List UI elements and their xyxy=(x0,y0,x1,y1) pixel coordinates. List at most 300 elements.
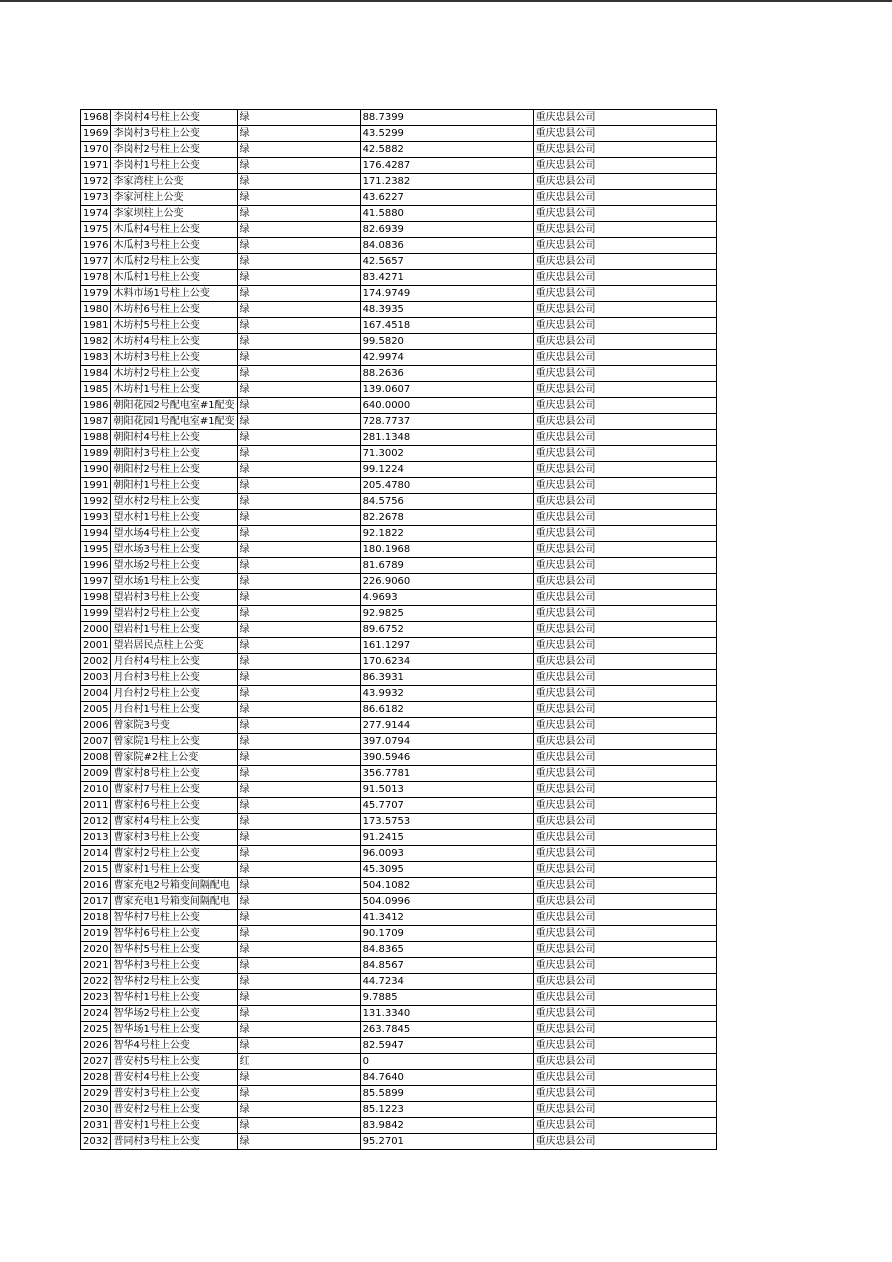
row-number-cell: 1969 xyxy=(81,126,111,142)
row-number-cell: 2021 xyxy=(81,958,111,974)
value-cell: 170.6234 xyxy=(360,654,533,670)
value-cell: 92.1822 xyxy=(360,526,533,542)
station-name-cell: 望水场3号柱上公变 xyxy=(111,542,237,558)
value-cell: 397.0794 xyxy=(360,734,533,750)
row-number-cell: 1975 xyxy=(81,222,111,238)
company-cell: 重庆忠县公司 xyxy=(533,910,716,926)
company-cell: 重庆忠县公司 xyxy=(533,1070,716,1086)
table-row xyxy=(81,1086,717,1102)
value-cell: 356.7781 xyxy=(360,766,533,782)
table-row xyxy=(81,830,717,846)
value-cell: 96.0093 xyxy=(360,846,533,862)
row-number-cell: 1996 xyxy=(81,558,111,574)
row-number-cell: 2006 xyxy=(81,718,111,734)
station-name-cell: 曹家充电1号箱变间隔配电 xyxy=(111,894,237,910)
company-cell: 重庆忠县公司 xyxy=(533,846,716,862)
status-cell: 绿 xyxy=(237,798,360,814)
table-row xyxy=(81,558,717,574)
row-number-cell: 1972 xyxy=(81,174,111,190)
status-cell: 绿 xyxy=(237,990,360,1006)
value-cell: 82.2678 xyxy=(360,510,533,526)
value-cell: 171.2382 xyxy=(360,174,533,190)
station-name-cell: 智华4号柱上公变 xyxy=(111,1038,237,1054)
station-name-cell: 普安村1号柱上公变 xyxy=(111,1118,237,1134)
company-cell: 重庆忠县公司 xyxy=(533,1006,716,1022)
status-cell: 绿 xyxy=(237,302,360,318)
station-name-cell: 曾家院3号变 xyxy=(111,718,237,734)
row-number-cell: 1968 xyxy=(81,110,111,126)
table-row xyxy=(81,158,717,174)
company-cell: 重庆忠县公司 xyxy=(533,526,716,542)
company-cell: 重庆忠县公司 xyxy=(533,158,716,174)
station-name-cell: 月台村4号柱上公变 xyxy=(111,654,237,670)
station-name-cell: 李岗村4号柱上公变 xyxy=(111,110,237,126)
status-cell: 绿 xyxy=(237,782,360,798)
company-cell: 重庆忠县公司 xyxy=(533,1022,716,1038)
table-row xyxy=(81,222,717,238)
value-cell: 84.8567 xyxy=(360,958,533,974)
status-cell: 绿 xyxy=(237,174,360,190)
company-cell: 重庆忠县公司 xyxy=(533,702,716,718)
table-row xyxy=(81,622,717,638)
station-name-cell: 朝阳花园1号配电室#1配变 xyxy=(111,414,237,430)
status-cell: 绿 xyxy=(237,830,360,846)
row-number-cell: 2032 xyxy=(81,1134,111,1150)
table-row xyxy=(81,1054,717,1070)
station-name-cell: 李岗村2号柱上公变 xyxy=(111,142,237,158)
company-cell: 重庆忠县公司 xyxy=(533,414,716,430)
company-cell: 重庆忠县公司 xyxy=(533,862,716,878)
value-cell: 85.1223 xyxy=(360,1102,533,1118)
status-cell: 绿 xyxy=(237,126,360,142)
value-cell: 43.9932 xyxy=(360,686,533,702)
company-cell: 重庆忠县公司 xyxy=(533,1102,716,1118)
company-cell: 重庆忠县公司 xyxy=(533,190,716,206)
value-cell: 504.1082 xyxy=(360,878,533,894)
value-cell: 42.5882 xyxy=(360,142,533,158)
company-cell: 重庆忠县公司 xyxy=(533,542,716,558)
status-cell: 绿 xyxy=(237,958,360,974)
company-cell: 重庆忠县公司 xyxy=(533,446,716,462)
station-name-cell: 望岩村2号柱上公变 xyxy=(111,606,237,622)
station-name-cell: 望岩村1号柱上公变 xyxy=(111,622,237,638)
table-row xyxy=(81,718,717,734)
table-row xyxy=(81,702,717,718)
value-cell: 640.0000 xyxy=(360,398,533,414)
row-number-cell: 2030 xyxy=(81,1102,111,1118)
company-cell: 重庆忠县公司 xyxy=(533,398,716,414)
value-cell: 88.2636 xyxy=(360,366,533,382)
station-name-cell: 木瓜村2号柱上公变 xyxy=(111,254,237,270)
value-cell: 42.9974 xyxy=(360,350,533,366)
station-name-cell: 月台村2号柱上公变 xyxy=(111,686,237,702)
company-cell: 重庆忠县公司 xyxy=(533,1038,716,1054)
table-row xyxy=(81,782,717,798)
station-name-cell: 普安村4号柱上公变 xyxy=(111,1070,237,1086)
table-row xyxy=(81,286,717,302)
table-row xyxy=(81,334,717,350)
table-row xyxy=(81,670,717,686)
station-name-cell: 曹家村6号柱上公变 xyxy=(111,798,237,814)
value-cell: 176.4287 xyxy=(360,158,533,174)
status-cell: 绿 xyxy=(237,158,360,174)
company-cell: 重庆忠县公司 xyxy=(533,222,716,238)
company-cell: 重庆忠县公司 xyxy=(533,206,716,222)
company-cell: 重庆忠县公司 xyxy=(533,718,716,734)
company-cell: 重庆忠县公司 xyxy=(533,606,716,622)
company-cell: 重庆忠县公司 xyxy=(533,574,716,590)
station-name-cell: 木瓜村3号柱上公变 xyxy=(111,238,237,254)
row-number-cell: 1989 xyxy=(81,446,111,462)
company-cell: 重庆忠县公司 xyxy=(533,958,716,974)
station-name-cell: 李岗村3号柱上公变 xyxy=(111,126,237,142)
company-cell: 重庆忠县公司 xyxy=(533,142,716,158)
row-number-cell: 1979 xyxy=(81,286,111,302)
station-name-cell: 朝阳村4号柱上公变 xyxy=(111,430,237,446)
station-name-cell: 智华场2号柱上公变 xyxy=(111,1006,237,1022)
station-name-cell: 曹家村1号柱上公变 xyxy=(111,862,237,878)
table-row xyxy=(81,798,717,814)
company-cell: 重庆忠县公司 xyxy=(533,318,716,334)
company-cell: 重庆忠县公司 xyxy=(533,350,716,366)
row-number-cell: 1977 xyxy=(81,254,111,270)
company-cell: 重庆忠县公司 xyxy=(533,926,716,942)
station-name-cell: 木坊村4号柱上公变 xyxy=(111,334,237,350)
table-row xyxy=(81,814,717,830)
station-name-cell: 普同村3号柱上公变 xyxy=(111,1134,237,1150)
value-cell: 99.1224 xyxy=(360,462,533,478)
table-row xyxy=(81,926,717,942)
company-cell: 重庆忠县公司 xyxy=(533,622,716,638)
table-row xyxy=(81,942,717,958)
station-name-cell: 智华村7号柱上公变 xyxy=(111,910,237,926)
station-name-cell: 木瓜村4号柱上公变 xyxy=(111,222,237,238)
company-cell: 重庆忠县公司 xyxy=(533,478,716,494)
station-name-cell: 普安村5号柱上公变 xyxy=(111,1054,237,1070)
table-row xyxy=(81,1070,717,1086)
company-cell: 重庆忠县公司 xyxy=(533,462,716,478)
company-cell: 重庆忠县公司 xyxy=(533,110,716,126)
value-cell: 82.6939 xyxy=(360,222,533,238)
station-name-cell: 李家湾柱上公变 xyxy=(111,174,237,190)
table-row xyxy=(81,1038,717,1054)
station-name-cell: 望岩居民点柱上公变 xyxy=(111,638,237,654)
row-number-cell: 2013 xyxy=(81,830,111,846)
value-cell: 83.4271 xyxy=(360,270,533,286)
row-number-cell: 1970 xyxy=(81,142,111,158)
value-cell: 45.3095 xyxy=(360,862,533,878)
company-cell: 重庆忠县公司 xyxy=(533,654,716,670)
table-row xyxy=(81,574,717,590)
status-cell: 绿 xyxy=(237,462,360,478)
status-cell: 绿 xyxy=(237,446,360,462)
row-number-cell: 2011 xyxy=(81,798,111,814)
row-number-cell: 2005 xyxy=(81,702,111,718)
station-name-cell: 望水场1号柱上公变 xyxy=(111,574,237,590)
station-name-cell: 曾家院1号柱上公变 xyxy=(111,734,237,750)
company-cell: 重庆忠县公司 xyxy=(533,830,716,846)
value-cell: 43.5299 xyxy=(360,126,533,142)
company-cell: 重庆忠县公司 xyxy=(533,894,716,910)
value-cell: 139.0607 xyxy=(360,382,533,398)
status-cell: 绿 xyxy=(237,846,360,862)
status-cell: 绿 xyxy=(237,718,360,734)
company-cell: 重庆忠县公司 xyxy=(533,286,716,302)
value-cell: 161.1297 xyxy=(360,638,533,654)
row-number-cell: 2022 xyxy=(81,974,111,990)
status-cell: 绿 xyxy=(237,494,360,510)
value-cell: 81.6789 xyxy=(360,558,533,574)
value-cell: 89.6752 xyxy=(360,622,533,638)
company-cell: 重庆忠县公司 xyxy=(533,334,716,350)
page-top-border xyxy=(0,0,892,2)
value-cell: 504.0996 xyxy=(360,894,533,910)
value-cell: 281.1348 xyxy=(360,430,533,446)
status-cell: 绿 xyxy=(237,1022,360,1038)
data-table xyxy=(80,109,717,1150)
status-cell: 绿 xyxy=(237,1070,360,1086)
value-cell: 226.9060 xyxy=(360,574,533,590)
status-cell: 绿 xyxy=(237,942,360,958)
table-row xyxy=(81,398,717,414)
value-cell: 131.3340 xyxy=(360,1006,533,1022)
station-name-cell: 木坊村2号柱上公变 xyxy=(111,366,237,382)
value-cell: 86.3931 xyxy=(360,670,533,686)
row-number-cell: 2031 xyxy=(81,1118,111,1134)
value-cell: 0 xyxy=(360,1054,533,1070)
table-row xyxy=(81,238,717,254)
value-cell: 41.5880 xyxy=(360,206,533,222)
row-number-cell: 2001 xyxy=(81,638,111,654)
row-number-cell: 2027 xyxy=(81,1054,111,1070)
value-cell: 42.5657 xyxy=(360,254,533,270)
row-number-cell: 2016 xyxy=(81,878,111,894)
row-number-cell: 2019 xyxy=(81,926,111,942)
table-row xyxy=(81,270,717,286)
station-name-cell: 木坊村3号柱上公变 xyxy=(111,350,237,366)
status-cell: 绿 xyxy=(237,702,360,718)
station-name-cell: 朝阳村2号柱上公变 xyxy=(111,462,237,478)
station-name-cell: 曹家村8号柱上公变 xyxy=(111,766,237,782)
row-number-cell: 1991 xyxy=(81,478,111,494)
row-number-cell: 1983 xyxy=(81,350,111,366)
station-name-cell: 朝阳村1号柱上公变 xyxy=(111,478,237,494)
status-cell: 绿 xyxy=(237,526,360,542)
station-name-cell: 木坊村6号柱上公变 xyxy=(111,302,237,318)
row-number-cell: 2009 xyxy=(81,766,111,782)
station-name-cell: 曹家充电2号箱变间隔配电 xyxy=(111,878,237,894)
table-row xyxy=(81,910,717,926)
status-cell: 绿 xyxy=(237,558,360,574)
station-name-cell: 望水村1号柱上公变 xyxy=(111,510,237,526)
station-name-cell: 曹家村7号柱上公变 xyxy=(111,782,237,798)
row-number-cell: 1993 xyxy=(81,510,111,526)
company-cell: 重庆忠县公司 xyxy=(533,686,716,702)
station-name-cell: 智华场1号柱上公变 xyxy=(111,1022,237,1038)
table-row xyxy=(81,638,717,654)
station-name-cell: 木料市场1号柱上公变 xyxy=(111,286,237,302)
company-cell: 重庆忠县公司 xyxy=(533,974,716,990)
status-cell: 绿 xyxy=(237,478,360,494)
row-number-cell: 2024 xyxy=(81,1006,111,1022)
table-row xyxy=(81,846,717,862)
station-name-cell: 智华村3号柱上公变 xyxy=(111,958,237,974)
status-cell: 绿 xyxy=(237,974,360,990)
status-cell: 绿 xyxy=(237,766,360,782)
value-cell: 95.2701 xyxy=(360,1134,533,1150)
company-cell: 重庆忠县公司 xyxy=(533,798,716,814)
table-row xyxy=(81,110,717,126)
table-row xyxy=(81,190,717,206)
table-row xyxy=(81,318,717,334)
row-number-cell: 1973 xyxy=(81,190,111,206)
table-row xyxy=(81,606,717,622)
status-cell: 绿 xyxy=(237,670,360,686)
company-cell: 重庆忠县公司 xyxy=(533,1054,716,1070)
status-cell: 绿 xyxy=(237,334,360,350)
row-number-cell: 2018 xyxy=(81,910,111,926)
row-number-cell: 1982 xyxy=(81,334,111,350)
value-cell: 263.7845 xyxy=(360,1022,533,1038)
row-number-cell: 1992 xyxy=(81,494,111,510)
status-cell: 绿 xyxy=(237,574,360,590)
value-cell: 99.5820 xyxy=(360,334,533,350)
value-cell: 44.7234 xyxy=(360,974,533,990)
status-cell: 绿 xyxy=(237,814,360,830)
company-cell: 重庆忠县公司 xyxy=(533,1118,716,1134)
value-cell: 84.8365 xyxy=(360,942,533,958)
row-number-cell: 1999 xyxy=(81,606,111,622)
company-cell: 重庆忠县公司 xyxy=(533,430,716,446)
company-cell: 重庆忠县公司 xyxy=(533,302,716,318)
station-name-cell: 木坊村1号柱上公变 xyxy=(111,382,237,398)
value-cell: 85.5899 xyxy=(360,1086,533,1102)
table-row xyxy=(81,590,717,606)
company-cell: 重庆忠县公司 xyxy=(533,174,716,190)
value-cell: 88.7399 xyxy=(360,110,533,126)
company-cell: 重庆忠县公司 xyxy=(533,382,716,398)
row-number-cell: 1988 xyxy=(81,430,111,446)
status-cell: 绿 xyxy=(237,862,360,878)
station-name-cell: 李岗村1号柱上公变 xyxy=(111,158,237,174)
station-name-cell: 智华村5号柱上公变 xyxy=(111,942,237,958)
table-row xyxy=(81,750,717,766)
row-number-cell: 2015 xyxy=(81,862,111,878)
row-number-cell: 2012 xyxy=(81,814,111,830)
status-cell: 绿 xyxy=(237,382,360,398)
status-cell: 绿 xyxy=(237,318,360,334)
status-cell: 绿 xyxy=(237,1006,360,1022)
company-cell: 重庆忠县公司 xyxy=(533,782,716,798)
table-row xyxy=(81,990,717,1006)
company-cell: 重庆忠县公司 xyxy=(533,766,716,782)
row-number-cell: 1987 xyxy=(81,414,111,430)
value-cell: 9.7885 xyxy=(360,990,533,1006)
status-cell: 绿 xyxy=(237,1102,360,1118)
company-cell: 重庆忠县公司 xyxy=(533,510,716,526)
table-row xyxy=(81,174,717,190)
row-number-cell: 1990 xyxy=(81,462,111,478)
status-cell: 绿 xyxy=(237,1086,360,1102)
value-cell: 90.1709 xyxy=(360,926,533,942)
value-cell: 41.3412 xyxy=(360,910,533,926)
status-cell: 绿 xyxy=(237,510,360,526)
row-number-cell: 1985 xyxy=(81,382,111,398)
row-number-cell: 1976 xyxy=(81,238,111,254)
row-number-cell: 2010 xyxy=(81,782,111,798)
status-cell: 绿 xyxy=(237,142,360,158)
company-cell: 重庆忠县公司 xyxy=(533,990,716,1006)
status-cell: 绿 xyxy=(237,414,360,430)
value-cell: 48.3935 xyxy=(360,302,533,318)
table-row xyxy=(81,478,717,494)
status-cell: 绿 xyxy=(237,894,360,910)
row-number-cell: 1994 xyxy=(81,526,111,542)
station-name-cell: 智华村1号柱上公变 xyxy=(111,990,237,1006)
company-cell: 重庆忠县公司 xyxy=(533,734,716,750)
value-cell: 91.2415 xyxy=(360,830,533,846)
company-cell: 重庆忠县公司 xyxy=(533,254,716,270)
company-cell: 重庆忠县公司 xyxy=(533,750,716,766)
row-number-cell: 2028 xyxy=(81,1070,111,1086)
station-name-cell: 曹家村3号柱上公变 xyxy=(111,830,237,846)
row-number-cell: 1998 xyxy=(81,590,111,606)
status-cell: 绿 xyxy=(237,1134,360,1150)
table-row xyxy=(81,142,717,158)
station-name-cell: 朝阳花园2号配电室#1配变 xyxy=(111,398,237,414)
table-row xyxy=(81,350,717,366)
station-name-cell: 曹家村2号柱上公变 xyxy=(111,846,237,862)
station-name-cell: 智华村2号柱上公变 xyxy=(111,974,237,990)
value-cell: 174.9749 xyxy=(360,286,533,302)
status-cell: 绿 xyxy=(237,110,360,126)
company-cell: 重庆忠县公司 xyxy=(533,126,716,142)
table-row xyxy=(81,126,717,142)
status-cell: 绿 xyxy=(237,1118,360,1134)
station-name-cell: 望水场2号柱上公变 xyxy=(111,558,237,574)
company-cell: 重庆忠县公司 xyxy=(533,670,716,686)
table-row xyxy=(81,382,717,398)
table-row xyxy=(81,974,717,990)
status-cell: 绿 xyxy=(237,734,360,750)
table-row xyxy=(81,1102,717,1118)
row-number-cell: 1971 xyxy=(81,158,111,174)
station-name-cell: 曾家院#2柱上公变 xyxy=(111,750,237,766)
value-cell: 728.7737 xyxy=(360,414,533,430)
company-cell: 重庆忠县公司 xyxy=(533,494,716,510)
row-number-cell: 1974 xyxy=(81,206,111,222)
value-cell: 84.5756 xyxy=(360,494,533,510)
table-row xyxy=(81,766,717,782)
station-name-cell: 木坊村5号柱上公变 xyxy=(111,318,237,334)
value-cell: 205.4780 xyxy=(360,478,533,494)
value-cell: 180.1968 xyxy=(360,542,533,558)
row-number-cell: 1995 xyxy=(81,542,111,558)
table-row xyxy=(81,206,717,222)
station-name-cell: 月台村1号柱上公变 xyxy=(111,702,237,718)
table-row xyxy=(81,366,717,382)
company-cell: 重庆忠县公司 xyxy=(533,558,716,574)
row-number-cell: 2014 xyxy=(81,846,111,862)
table-row xyxy=(81,894,717,910)
status-cell: 绿 xyxy=(237,750,360,766)
row-number-cell: 2023 xyxy=(81,990,111,1006)
value-cell: 71.3002 xyxy=(360,446,533,462)
status-cell: 绿 xyxy=(237,190,360,206)
status-cell: 绿 xyxy=(237,254,360,270)
value-cell: 43.6227 xyxy=(360,190,533,206)
status-cell: 绿 xyxy=(237,606,360,622)
